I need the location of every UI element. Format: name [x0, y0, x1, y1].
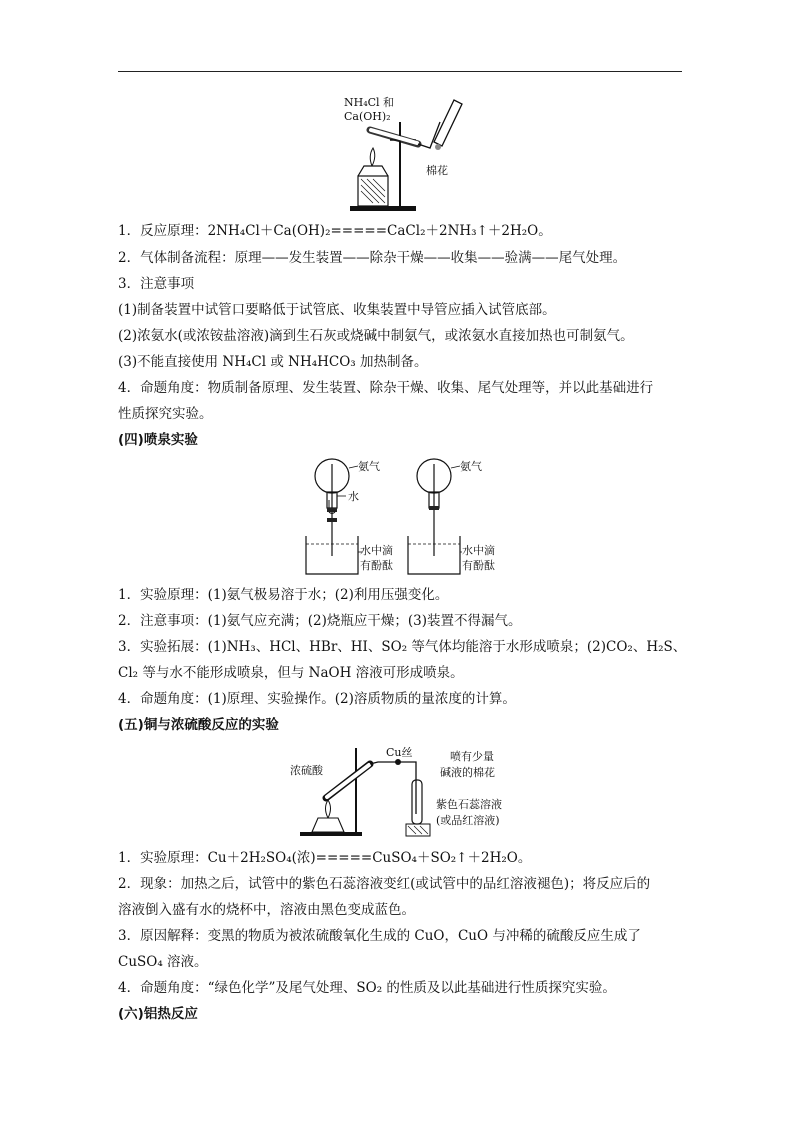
- fig3-solution-1: 紫色石蕊溶液: [436, 798, 502, 811]
- section5-heading: (五)铜与浓硫酸反应的实验: [118, 717, 279, 733]
- section3-item-3: 3．注意事项: [118, 276, 195, 292]
- section5-item-2: 2．现象：加热之后，试管中的紫色石蕊溶液变红(或试管中的品红溶液褪色)；将反应后的: [118, 876, 651, 892]
- section4-item-2: 2．注意事项：(1)氨气应充满；(2)烧瓶应干燥；(3)装置不得漏气。: [118, 613, 522, 629]
- section5-item-6: 4．命题角度：“绿色化学”及尾气处理、SO₂ 的性质及以此基础进行性质探究实验。: [118, 980, 616, 996]
- section3-item-4: (1)制备装置中试管口要略低于试管底、收集装置中导管应插入试管底部。: [118, 302, 556, 318]
- section3-item-5: (2)浓氨水(或浓铵盐溶液)滴到生石灰或烧碱中制氨气，或浓氨水直接加热也可制氨气。: [118, 328, 634, 344]
- fig1-cotton-label: 棉花: [426, 164, 448, 177]
- fig2-beaker-right-2: 有酚酞: [462, 559, 495, 572]
- section6-heading: (六)铝热反应: [118, 1006, 198, 1022]
- section4-item-4: Cl₂ 等与水不能形成喷泉，但与 NaOH 溶液可形成喷泉。: [118, 665, 464, 681]
- section3-item-8: 性质探究实验。: [118, 406, 213, 422]
- section3-item-6: (3)不能直接使用 NH₄Cl 或 NH₄HCO₃ 加热制备。: [118, 354, 428, 370]
- fig1-reagent-label-2: Ca(OH)₂: [344, 110, 391, 123]
- fig2-beaker-right-1: 水中滴: [462, 544, 495, 557]
- section3-item-1: 1．反应原理：2NH₄Cl＋Ca(OH)₂=====CaCl₂＋2NH₃↑＋2H₂O。: [118, 223, 552, 239]
- section3-item-2: 2．气体制备流程：原理——发生装置——除杂干燥——收集——验满——尾气处理。: [118, 250, 627, 266]
- section5-item-5: CuSO₄ 溶液。: [118, 954, 208, 970]
- copper-sulfuric-acid-figure: [290, 744, 520, 838]
- section4-heading: (四)喷泉实验: [118, 432, 198, 448]
- fig3-cotton-1: 喷有少量: [450, 750, 494, 763]
- fig3-acid-label: 浓硫酸: [290, 764, 323, 777]
- fig2-water-label: 水: [348, 490, 359, 503]
- header-rule: [118, 71, 682, 72]
- fig2-ammonia-left: 氨气: [358, 460, 380, 473]
- section4-item-5: 4．命题角度：(1)原理、实验操作。(2)溶质物质的量浓度的计算。: [118, 691, 516, 707]
- section5-item-4: 3．原因解释：变黑的物质为被浓硫酸氧化生成的 CuO，CuO 与冲稀的硫酸反应生成了: [118, 928, 641, 944]
- section4-item-1: 1．实验原理：(1)氨气极易溶于水；(2)利用压强变化。: [118, 587, 449, 603]
- fig2-ammonia-right: 氨气: [460, 460, 482, 473]
- section5-item-1: 1．实验原理：Cu＋2H₂SO₄(浓)=====CuSO₄＋SO₂↑＋2H₂O。: [118, 850, 532, 866]
- fountain-experiment-figure: [300, 456, 510, 578]
- ammonia-preparation-figure: [330, 92, 480, 214]
- section3-item-7: 4．命题角度：物质制备原理、发生装置、除杂干燥、收集、尾气处理等，并以此基础进行: [118, 380, 654, 396]
- fig3-cu-wire-label: Cu丝: [386, 746, 413, 759]
- section5-item-3: 溶液倒入盛有水的烧杯中，溶液由黑色变成蓝色。: [118, 902, 415, 918]
- section4-item-3: 3．实验拓展：(1)NH₃、HCl、HBr、HI、SO₂ 等气体均能溶于水形成喷泉；(2)CO₂、H₂S、: [118, 639, 687, 655]
- fig1-reagent-label: NH₄Cl 和: [344, 96, 395, 109]
- fig3-solution-2: (或品红溶液): [436, 814, 500, 827]
- fig2-beaker-left-2: 有酚酞: [360, 559, 393, 572]
- fig2-beaker-left-1: 水中滴: [360, 544, 393, 557]
- fig3-cotton-2: 碱液的棉花: [440, 766, 495, 779]
